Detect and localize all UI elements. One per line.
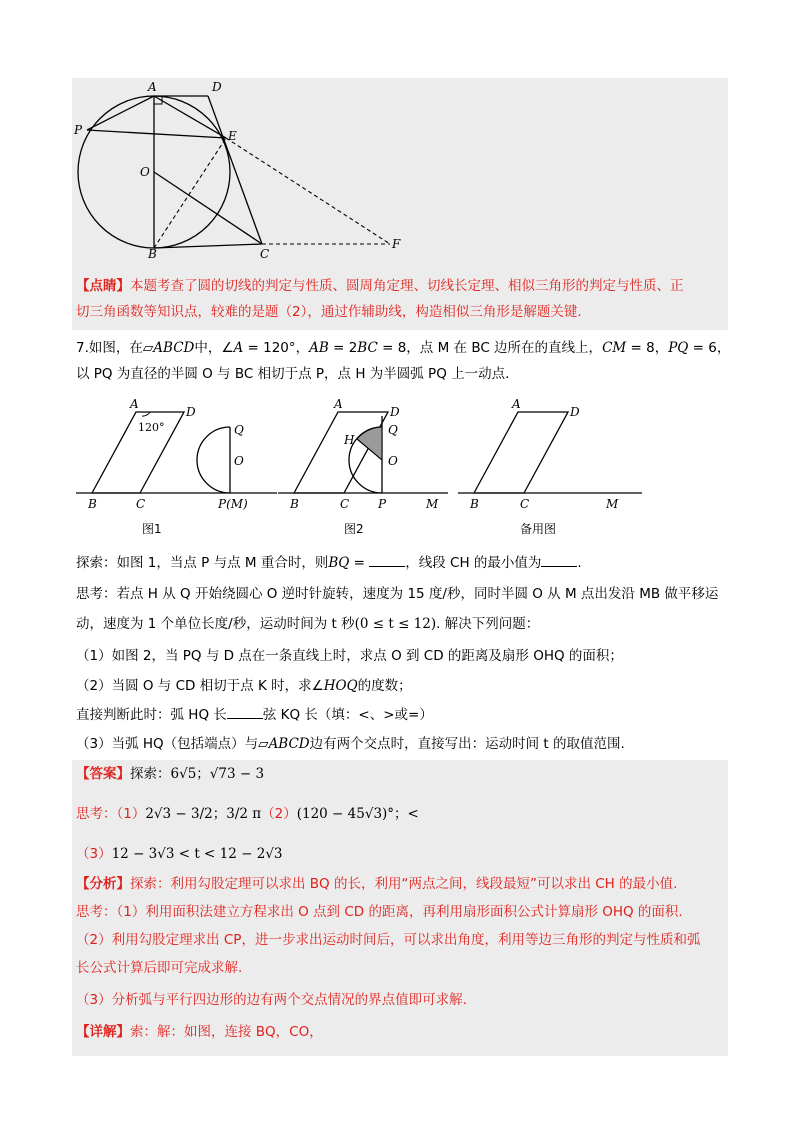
judge-line: [76, 704, 726, 725]
text-span: AB: [309, 340, 329, 356]
text-span: BC: [357, 340, 378, 356]
text-span: . 解决下列问题：: [436, 616, 540, 632]
text-span: （2）: [261, 806, 297, 822]
detail-line: [76, 1022, 726, 1042]
figure-1: [76, 397, 277, 536]
top-label: O: [140, 165, 150, 179]
text-span: 12 − 3√3 < t < 12 − 2√3: [111, 846, 283, 862]
explore-line: [76, 552, 726, 573]
question-3: [76, 734, 726, 754]
figure-label: M: [606, 497, 619, 511]
text-span: 切三角函数等知识点，较难的是题（2），通过作辅助线，构造相似三角形是解题关键.: [76, 304, 582, 320]
think-line-1: [76, 584, 726, 604]
comment-line-1: [76, 276, 726, 296]
figure-label: A: [130, 397, 139, 411]
figure-label: M: [426, 497, 439, 511]
detail-tag: 【详解】: [76, 1024, 130, 1040]
text-span: （3）当弧 HQ（包括端点）与: [76, 736, 259, 752]
text-span: 探索：6√5；√73 − 3: [130, 766, 265, 782]
text-span: 的度数；: [357, 678, 412, 694]
top-label: E: [228, 129, 237, 143]
top-label: F: [392, 237, 401, 251]
text-span: 思考：若点 H 从 Q 开始绕圆心 O 逆时针旋转，速度为 15 度/秒，同时半圆 O 从 M 点出发沿 MB 做平移运: [76, 586, 719, 602]
figure-label: Q: [388, 423, 398, 437]
text-span: = 8，: [626, 340, 669, 356]
analysis-line-3: [76, 930, 726, 950]
figure-label: Q: [234, 423, 244, 437]
text-span: = 2: [328, 340, 358, 356]
figure-label: C: [340, 497, 350, 511]
text-span: = 120°，: [243, 340, 310, 356]
text-span: 探索：如图 1，当点 P 与点 M 重合时，则: [76, 555, 329, 571]
text-span: 长公式计算后即可完成求解.: [76, 960, 243, 976]
figure-label: O: [388, 454, 398, 468]
sector-ohq: [357, 427, 382, 460]
comment-tag: 【点睛】: [76, 278, 130, 294]
figure-3-caption: 备用图: [520, 522, 557, 536]
figure-label: P(M): [218, 497, 248, 511]
figure-label: H: [344, 433, 355, 447]
text-span: =: [349, 555, 370, 571]
figure-label: C: [520, 497, 530, 511]
top-label: C: [260, 247, 270, 258]
analysis-line-2: [76, 902, 726, 922]
analysis-tag: 【分析】: [76, 876, 130, 892]
text-span: CM: [602, 340, 627, 356]
answer-think-line: [76, 804, 726, 824]
text-span: 2√3 − 3/2；3/2 π: [145, 806, 262, 822]
analysis-line-5: [76, 990, 726, 1010]
figure-label: P: [378, 497, 387, 511]
text-span: （1）如图 2，当 PQ 与 D 点在一条直线上时，求点 O 到 CD 的距离及扇形 OHQ 的面积；: [76, 648, 623, 664]
text-span: HOQ: [323, 678, 358, 694]
problem-line-1: [76, 338, 731, 358]
answer-part3-line: [76, 844, 726, 864]
think-line-2: [76, 614, 726, 634]
parallelogram-icon: ▱: [142, 340, 154, 356]
figure-label: B: [470, 497, 479, 511]
figure-2: [278, 397, 448, 536]
answer-blank[interactable]: [369, 552, 405, 567]
question-2: [76, 676, 726, 696]
answer-line: [76, 764, 726, 784]
text-span: （3）: [76, 846, 112, 862]
text-span: （3）分析弧与平行四边形的边有两个交点情况的界点值即可求解.: [76, 992, 467, 1008]
text-span: 7.: [76, 340, 89, 356]
text-span: = 8，点 M 在 BC 边所在的直线上，: [377, 340, 603, 356]
figure-3: [458, 397, 642, 536]
text-span: 思考：（1）: [76, 806, 146, 822]
figure-label: B: [88, 497, 97, 511]
text-span: （2）当圆 O 与 CD 相切于点 K 时，求∠: [76, 678, 324, 694]
figure-label: A: [512, 397, 521, 411]
comment-line-2: [76, 302, 726, 322]
figure-label: D: [390, 405, 400, 419]
text-span: (0 ≤ t ≤ 12): [354, 616, 437, 632]
answer-blank[interactable]: [227, 704, 263, 719]
figure-label: D: [570, 405, 580, 419]
text-span: ，线段 CH 的最小值为: [405, 555, 542, 571]
figure-label: A: [334, 397, 343, 411]
text-span: 索：解：如图，连接 BQ，CO，: [130, 1024, 323, 1040]
figure-label: D: [186, 405, 196, 419]
text-span: 以 PQ 为直径的半圆 O 与 BC 相切于点 P，点 H 为半圆弧 PQ 上一动点.: [76, 366, 510, 382]
text-span: BQ: [328, 555, 350, 571]
text-span: PQ: [668, 340, 689, 356]
figure-1-caption: 图1: [142, 522, 162, 536]
answer-tag: 【答案】: [76, 766, 130, 782]
top-label: A: [148, 80, 157, 94]
parallelogram-icon: ▱: [258, 736, 269, 752]
figure-label: 120°: [138, 421, 165, 434]
text-span: （2）利用勾股定理求出 CP，进一步求出运动时间后，可以求出角度，利用等边三角形的判定与性质和弧: [76, 932, 701, 948]
text-span: .: [577, 555, 582, 571]
figure-2-caption: 图2: [344, 522, 364, 536]
problem-line-2: [76, 364, 726, 384]
text-span: (120 − 45√3)°；<: [296, 806, 419, 822]
text-span: 如图，在: [88, 340, 143, 356]
text-span: 中，∠: [194, 340, 234, 356]
text-span: ABCD: [268, 736, 310, 752]
text-span: A: [233, 340, 244, 356]
question-1: [76, 646, 726, 666]
figure-label: C: [136, 497, 146, 511]
text-span: 思考：（1）利用面积法建立方程求出 O 点到 CD 的距离，再利用扇形面积公式计算扇形 OHQ 的面积.: [76, 904, 683, 920]
top-label: B: [148, 247, 157, 258]
text-span: 探索：利用勾股定理可以求出 BQ 的长，利用“两点之间，线段最短”可以求出 CH 的最小值.: [130, 876, 678, 892]
top-label: P: [74, 123, 83, 137]
text-span: 弦 KQ 长（填：<、>或=）: [262, 707, 433, 723]
analysis-line-1: [76, 874, 726, 894]
text-span: 边有两个交点时，直接写出：运动时间 t 的取值范围.: [309, 736, 625, 752]
text-span: 直接判断此时：弧 HQ 长: [76, 707, 227, 723]
answer-blank[interactable]: [541, 552, 577, 567]
analysis-line-4: [76, 958, 726, 978]
text-span: 本题考查了圆的切线的判定与性质、圆周角定理、切线长定理、相似三角形的判定与性质、正: [130, 278, 684, 294]
text-span: = 6，: [688, 340, 731, 356]
figure-label: O: [234, 454, 244, 468]
top-label: D: [212, 80, 222, 94]
text-span: 动，速度为 1 个单位长度/秒，运动时间为 t 秒: [76, 616, 355, 632]
text-span: ABCD: [153, 340, 195, 356]
problem-figures: [72, 396, 652, 546]
figure-label: B: [290, 497, 299, 511]
top-geometry-figure: [72, 78, 412, 258]
